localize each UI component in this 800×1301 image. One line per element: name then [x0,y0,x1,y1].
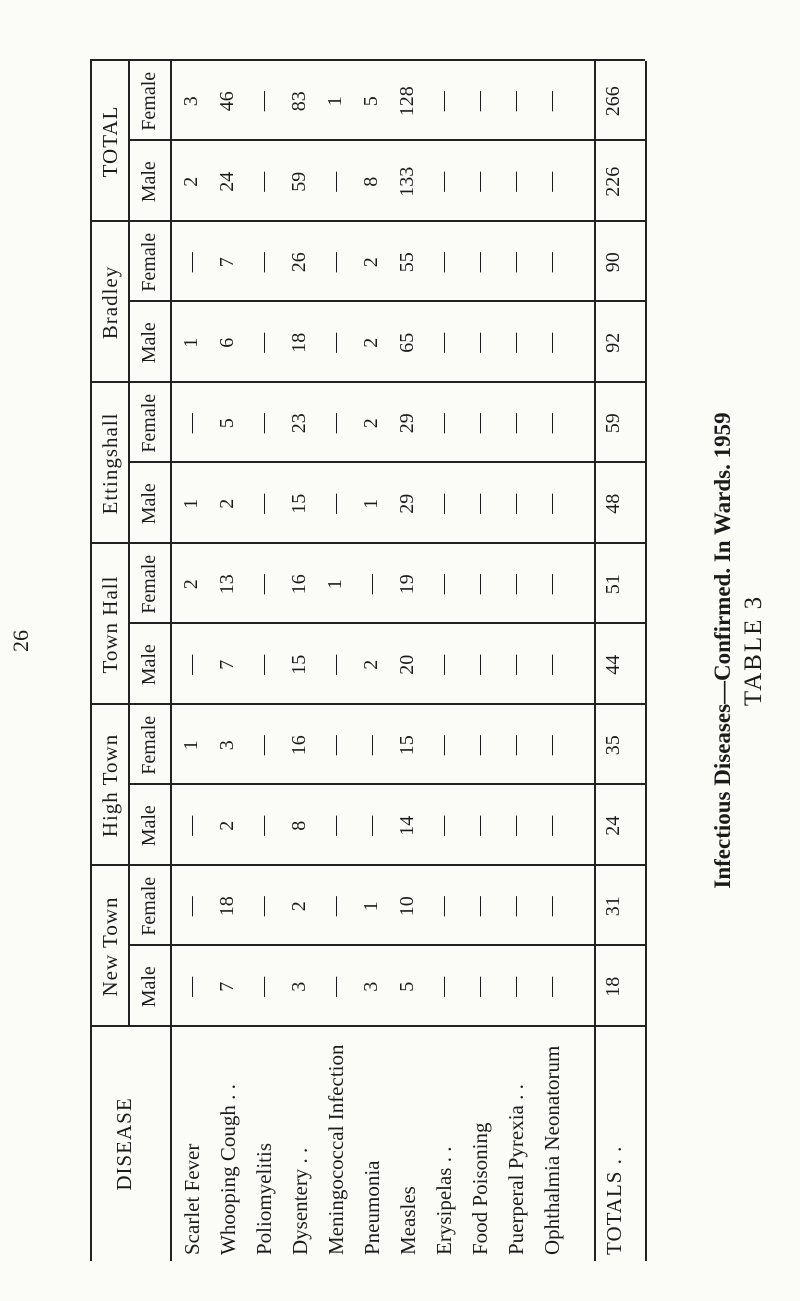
row-label-5: Pneumonia [360,1160,384,1255]
table-cell: 5 [360,96,382,107]
table-cell: — [252,493,274,514]
table-cell: — [180,815,202,836]
table-cell: 19 [396,574,418,595]
table-cell: 2 [360,418,382,429]
table-cell: — [468,896,490,917]
table-title: TABLE 3 [740,594,767,707]
table-cell: — [504,332,526,353]
table-cell: — [504,91,526,112]
table-cell: — [540,574,562,595]
male-subheader: Male [138,966,160,1008]
table-cell: 14 [396,815,418,836]
row-label-7: Erysipelas . . [432,1146,456,1255]
table-cell: — [540,493,562,514]
table-cell: 8 [288,820,310,831]
table-cell: 24 [216,171,238,192]
table-cell: — [324,815,346,836]
table-cell: — [468,574,490,595]
female-subheader: Female [138,715,160,775]
male-subheader: Male [138,322,160,364]
group-column-rule [90,542,645,544]
table-cell: — [324,976,346,997]
table-cell: — [504,654,526,675]
totals-cell: 31 [602,896,624,917]
table-cell: 7 [216,981,238,992]
table-cell: — [432,91,454,112]
table-cell: — [432,896,454,917]
group-column-rule [90,220,645,222]
ward-header-ettingshall: Ettingshall [98,412,122,515]
table-cell: 59 [288,171,310,192]
totals-label: TOTALS . . [602,1145,626,1255]
table-cell: 6 [216,337,238,348]
table-cell: — [252,815,274,836]
group-column-rule [90,864,645,866]
table-cell: 8 [360,176,382,187]
table-cell: 3 [180,96,202,107]
table-cell: 20 [396,654,418,675]
table-cell: — [432,654,454,675]
page-number: 26 [8,630,33,652]
table-cell: — [504,735,526,756]
table-subtitle: Infectious Diseases—Confirmed. In Wards. 1959 [710,412,735,889]
table-cell: — [540,171,562,192]
row-label-10: Ophthalmia Neonatorum [540,1045,564,1255]
table-cell: 133 [396,166,418,197]
table-cell: 55 [396,252,418,273]
group-column-rule [90,703,645,705]
table-cell: — [180,654,202,675]
table-cell: 5 [396,981,418,992]
ward-header-bradley: Bradley [98,265,122,340]
table-cell: 7 [216,257,238,268]
table-cell: — [540,332,562,353]
table-cell: 7 [216,659,238,670]
totals-cell: 35 [602,735,624,756]
table-cell: 15 [288,493,310,514]
table-cell: — [468,815,490,836]
table-cell: — [468,976,490,997]
table-cell: 15 [396,735,418,756]
table-cell: 1 [180,498,202,509]
totals-cell: 24 [602,815,624,836]
totals-cell: 266 [602,86,624,117]
table-cell: 2 [216,820,238,831]
table-cell: — [324,413,346,434]
totals-cell: 59 [602,413,624,434]
row-label-6: Measles [396,1186,420,1255]
table-cell: — [504,493,526,514]
table-cell: — [432,171,454,192]
table-cell: 13 [216,574,238,595]
table-cell: — [540,896,562,917]
table-cell: 10 [396,896,418,917]
table-top-rule [90,61,92,1261]
table-cell: — [432,815,454,836]
table-cell: — [360,735,382,756]
table-cell: — [540,815,562,836]
table-cell: — [468,332,490,353]
table-cell: — [252,252,274,273]
table-cell: — [180,252,202,273]
table-bottom-rule [645,61,647,1261]
table-cell: — [324,654,346,675]
table-cell: — [324,332,346,353]
row-label-8: Food Poisoning [468,1122,492,1255]
table-cell: 65 [396,332,418,353]
row-label-0: Scarlet Fever [180,1143,204,1255]
table-cell: 2 [360,659,382,670]
table-cell: 1 [360,498,382,509]
row-label-4: Meningococcal Infection [324,1044,348,1255]
row-label-9: Puerperal Pyrexia . . [504,1084,528,1255]
subcolumn-rule [128,784,645,786]
row-label-2: Poliomyelitis [252,1142,276,1255]
subheader-rule [170,61,172,1261]
table-cell: 29 [396,493,418,514]
table-cell: — [468,493,490,514]
subcolumn-rule [128,623,645,625]
table-cell: — [252,735,274,756]
table-cell: — [252,171,274,192]
table-cell: — [432,493,454,514]
table-cell: — [252,574,274,595]
ward-header-total: TOTAL [98,105,122,178]
table-cell: 2 [360,257,382,268]
table-cell: 3 [288,981,310,992]
table-cell: — [540,735,562,756]
group-header-rule [128,61,130,1027]
table-cell: — [504,574,526,595]
totals-cell: 48 [602,493,624,514]
table-cell: — [432,252,454,273]
table-cell: — [324,171,346,192]
table-cell: 1 [180,337,202,348]
table-cell: — [540,252,562,273]
female-subheader: Female [138,554,160,614]
ward-header-new-town: New Town [98,896,122,997]
table-cell: — [432,574,454,595]
totals-cell: 18 [602,976,624,997]
table-cell: 5 [216,418,238,429]
table-cell: — [252,332,274,353]
table-cell: 83 [288,91,310,112]
table-cell: 2 [288,901,310,912]
table-cell: 18 [216,896,238,917]
table-cell: — [468,171,490,192]
table-cell: 23 [288,413,310,434]
totals-cell: 92 [602,332,624,353]
table-cell: — [252,976,274,997]
table-cell: 1 [180,740,202,751]
table-cell: 1 [324,579,346,590]
subcolumn-rule [128,945,645,947]
table-cell: — [468,654,490,675]
table-cell: — [324,896,346,917]
table-cell: — [432,735,454,756]
male-subheader: Male [138,644,160,686]
table-cell: 1 [324,96,346,107]
table-cell: — [432,976,454,997]
table-cell: — [468,735,490,756]
table-cell: — [252,896,274,917]
table-cell: — [180,896,202,917]
male-subheader: Male [138,483,160,525]
female-subheader: Female [138,393,160,453]
label-column-rule [90,1025,645,1027]
totals-rule [594,61,596,1261]
table-cell: 16 [288,574,310,595]
row-label-3: Dysentery . . [288,1147,312,1255]
table-cell: 46 [216,91,238,112]
table-cell: — [468,252,490,273]
table-cell: — [180,976,202,997]
table-cell: — [468,413,490,434]
table-cell: 2 [180,176,202,187]
subcolumn-rule [128,140,645,142]
table-cell: — [432,413,454,434]
table-cell: 3 [360,981,382,992]
table-cell: — [504,976,526,997]
ward-header-high-town: High Town [98,733,122,838]
row-label-1: Whooping Cough . . [216,1084,240,1255]
table-cell: 18 [288,332,310,353]
table-cell: — [360,574,382,595]
table-cell: 2 [216,498,238,509]
table-cell: — [468,91,490,112]
table-cell: — [540,91,562,112]
table-cell: 2 [180,579,202,590]
table-cell: — [540,413,562,434]
female-subheader: Female [138,232,160,292]
male-subheader: Male [138,805,160,847]
table-cell: — [324,252,346,273]
table-cell: 128 [396,86,418,117]
group-column-rule [90,381,645,383]
table-cell: 16 [288,735,310,756]
table-cell: 15 [288,654,310,675]
table-cell: — [360,815,382,836]
totals-cell: 90 [602,252,624,273]
table-cell: — [432,332,454,353]
totals-cell: 44 [602,654,624,675]
table-cell: — [540,976,562,997]
table-cell: — [180,413,202,434]
table-cell: — [540,654,562,675]
table-right-rule [90,59,645,61]
table-cell: — [504,171,526,192]
ward-header-town-hall: Town Hall [98,575,122,674]
disease-header: DISEASE [112,1097,136,1191]
table-cell: 3 [216,740,238,751]
table-cell: — [324,735,346,756]
female-subheader: Female [138,71,160,131]
male-subheader: Male [138,161,160,203]
subcolumn-rule [128,301,645,303]
table-cell: 1 [360,901,382,912]
table-cell: — [504,252,526,273]
table-cell: 2 [360,337,382,348]
female-subheader: Female [138,876,160,936]
table-cell: — [252,413,274,434]
table-cell: — [252,654,274,675]
totals-cell: 226 [602,166,624,197]
table-cell: — [324,493,346,514]
table-cell: 29 [396,413,418,434]
table-cell: — [252,91,274,112]
subcolumn-rule [128,462,645,464]
table-cell: — [504,815,526,836]
totals-cell: 51 [602,574,624,595]
table-cell: — [504,896,526,917]
table-cell: — [504,413,526,434]
table-cell: 26 [288,252,310,273]
